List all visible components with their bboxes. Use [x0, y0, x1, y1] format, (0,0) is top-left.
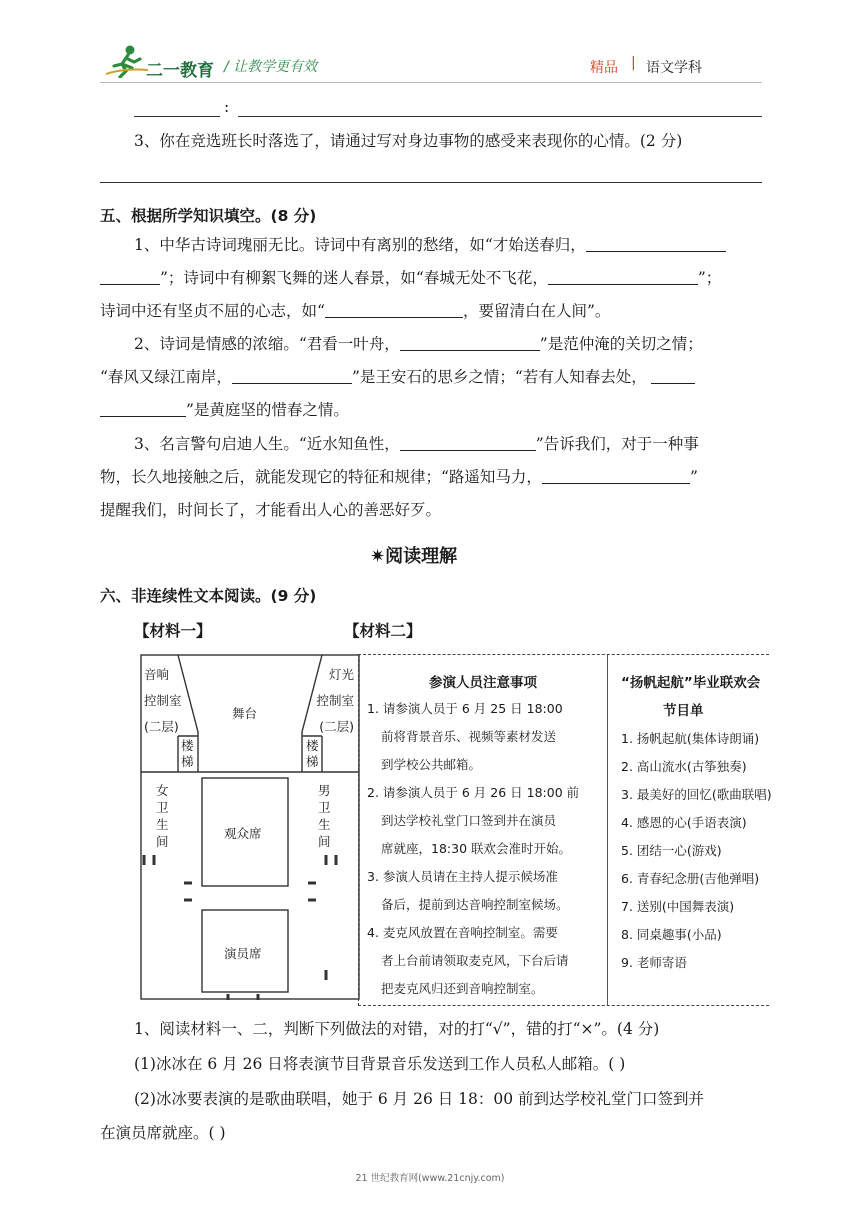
question-6-1-stem: 1、阅读材料一、二，判断下列做法的对错，对的打“√”，错的打“×”。(4 分) [134, 1020, 660, 1038]
floor-plan [140, 654, 360, 1000]
question-5-2-line1: 2、诗词是情感的浓缩。“君看一叶舟， ”是范仲淹的关切之情； [134, 335, 703, 353]
program-item: 7. 送别(中国舞表演) [621, 899, 735, 914]
male-restroom-label: 男 卫 生 间 [318, 783, 331, 849]
stage-label: 舞台 [232, 706, 258, 721]
program-item: 1. 扬帆起航(集体诗朗诵) [621, 731, 760, 746]
notice-line: 者上台前请领取麦克风，下台后请 [381, 953, 569, 968]
audio-control-room-label: 音响 控制室 (二层) [144, 667, 182, 734]
program-item: 4. 感恩的心(手语表演) [621, 815, 747, 830]
left-stairs-label: 楼 梯 [181, 738, 194, 769]
answer-blank[interactable] [400, 336, 540, 351]
answer-blank[interactable] [134, 116, 220, 117]
premium-tag: 精品 [590, 60, 618, 76]
material-2-panel [358, 654, 772, 1006]
question-6-1-item-2-line1: (2)冰冰要表演的是歌曲联唱，她于 6 月 26 日 18：00 前到达学校礼堂门口签到并 [134, 1090, 705, 1108]
program-item: 5. 团结一心(游戏) [621, 843, 722, 858]
question-6-1-item-1: (1)冰冰在 6 月 26 日将表演节目背景音乐发送到工作人员私人邮箱。( ) [134, 1055, 626, 1073]
performer-seats-label: 演员席 [224, 946, 262, 961]
question-5-3-line3: 提醒我们，时间长了，才能看出人心的善恶好歹。 [100, 501, 442, 519]
lighting-control-room-label: 灯光 控制室 (二层) [316, 667, 354, 734]
question-5-2-line3: ”是黄庭坚的惜春之情。 [100, 402, 349, 419]
program-item: 6. 青春纪念册(吉他弹唱) [621, 871, 760, 886]
program-item: 9. 老师寄语 [621, 955, 687, 970]
female-restroom-label: 女 卫 生 间 [156, 783, 169, 849]
notice-line: 3. 参演人员请在主持人提示候场准 [367, 869, 558, 884]
question-5-2-line2: “春风又绿江南岸， ”是王安石的思乡之情；“若有人知春去处， [100, 369, 695, 386]
notice-title: 参演人员注意事项 [429, 675, 537, 691]
header-separator: | [631, 55, 636, 71]
answer-blank[interactable] [100, 402, 186, 417]
notice-line: 2. 请参演人员于 6 月 26 日 18:00 前 [367, 785, 580, 800]
answer-blank[interactable] [651, 369, 695, 384]
question-5-3-line2: 物，长久地接触之后，就能发现它的特征和规律；“路遥知马力， ” [100, 468, 698, 486]
logo-text: 二一教育 [146, 61, 214, 81]
notice-line: 4. 麦克风放置在音响控制室。需要 [367, 925, 558, 940]
program-item: 3. 最美好的回忆(歌曲联唱) [621, 787, 772, 802]
material-1-label: 【材料一】 [134, 622, 212, 640]
answer-blank[interactable] [542, 469, 690, 484]
question-5-3-line1: 3、名言警句启迪人生。“近水知鱼性， ”告诉我们，对于一种事 [134, 435, 699, 453]
question-5-1-line1: 1、中华古诗词瑰丽无比。诗词中有离别的愁绪，如“才始送春归， [134, 237, 726, 254]
header-divider [100, 82, 762, 83]
slogan: / 让教学更有效 [224, 59, 318, 75]
section-5-title: 五、根据所学知识填空。(8 分) [100, 207, 317, 225]
right-stairs-label: 楼 梯 [306, 738, 319, 769]
answer-line[interactable] [100, 182, 762, 183]
notice-line: 席就座，18:30 联欢会准时开始。 [381, 841, 571, 856]
question-6-1-item-2-line2: 在演员席就座。( ) [100, 1124, 226, 1142]
notice-line: 到达学校礼堂门口签到并在演员 [381, 813, 557, 828]
colon: : [224, 98, 230, 116]
material-2-label: 【材料二】 [344, 622, 422, 640]
notice-line: 前将背景音乐、视频等素材发送 [381, 729, 557, 744]
notice-line: 到学校公共邮箱。 [381, 757, 482, 772]
program-item: 2. 高山流水(古筝独奏) [621, 759, 747, 774]
question-5-1-line3: 诗词中还有坚贞不屈的心志，如“ ，要留清白在人间”。 [100, 302, 611, 320]
answer-blank[interactable] [400, 436, 536, 451]
answer-blank[interactable] [586, 237, 726, 252]
page-footer: 21 世纪教育网(www.21cnjy.com) [355, 1173, 505, 1184]
subject-tag: 语文学科 [646, 60, 702, 76]
question-5-1-line2: ”；诗词中有柳絮飞舞的迷人春景，如“春城无处不飞花， ”； [100, 270, 721, 287]
answer-line[interactable] [238, 116, 762, 117]
question-4-3: 3、你在竞选班长时落选了，请通过写对身边事物的感受来表现你的心情。(2 分) [134, 132, 683, 150]
page-header [0, 0, 860, 96]
notice-line: 备后，提前到达音响控制室候场。 [381, 897, 569, 912]
program-item: 8. 同桌趣事(小品) [621, 927, 722, 942]
program-title: “扬帆起航”毕业联欢会 [621, 675, 761, 691]
notice-line: 把麦克风归还到音响控制室。 [381, 981, 544, 996]
audience-seats-label: 观众席 [224, 826, 262, 841]
answer-blank[interactable] [100, 270, 160, 285]
program-subtitle: 节目单 [663, 703, 704, 719]
runner-logo-icon [104, 44, 150, 78]
answer-blank[interactable] [232, 369, 352, 384]
answer-blank[interactable] [325, 303, 463, 318]
answer-blank[interactable] [548, 270, 698, 285]
reading-heading: ✷阅读理解 [370, 546, 458, 567]
notice-line: 1. 请参演人员于 6 月 25 日 18:00 [367, 701, 563, 716]
section-6-title: 六、非连续性文本阅读。(9 分) [100, 587, 317, 605]
